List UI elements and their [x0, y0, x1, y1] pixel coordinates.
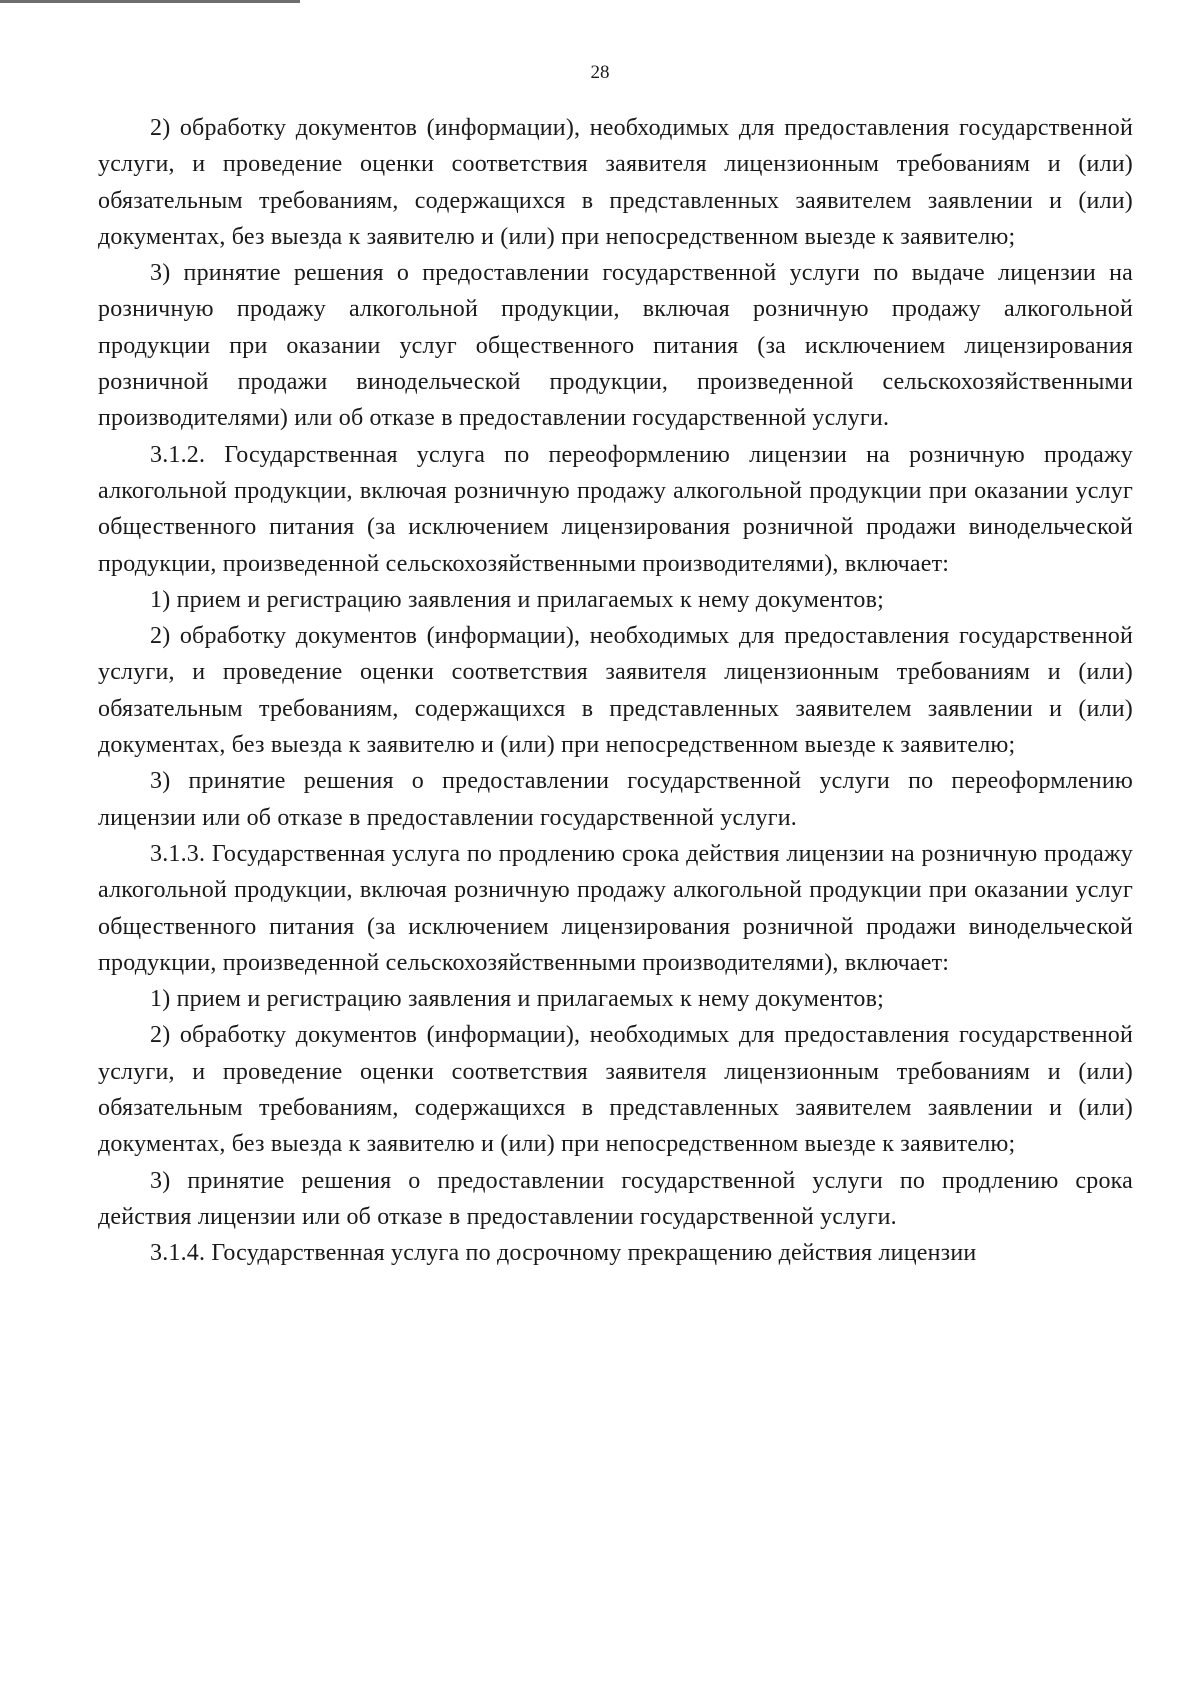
paragraph-item-2-processing: 2) обработку документов (информации), необходимых для предоставления государственной услуги, и проведение оценки соответствия заявителя лицензионным требованиям и (или) обязательным требованиям, содержащихся в представленных заявителем заявлении и (или) документах, без выезда к заявителю и (или) при непосредственном выезде к заявителю; [98, 1022, 1133, 1158]
scan-edge-line [0, 0, 300, 3]
paragraph-item-1-reception: 1) прием и регистрацию заявления и прилагаемых к нему документов; [150, 586, 884, 613]
paragraph-section-3-1-2: 3.1.2. Государственная услуга по переоформлению лицензии на розничную продажу алкогольной продукции, включая розничную продажу алкогольной продукции при оказании услуг общественного питания (за исключением лицензирования розничной продажи винодельческой продукции, произведенной сельскохозяйственными производителями), включает: [98, 441, 1133, 577]
paragraph-item-3-reissue-decision: 3) принятие решения о предоставлении государственной услуги по переоформлению лицензии или об отказе в предоставлении государственной услуги. [98, 768, 1133, 831]
paragraph-item-3-extension-decision: 3) принятие решения о предоставлении государственной услуги по продлению срока действия лицензии или об отказе в предоставлении государственной услуги. [98, 1167, 1133, 1230]
page-number: 28 [590, 62, 610, 83]
paragraph-section-3-1-3: 3.1.3. Государственная услуга по продлению срока действия лицензии на розничную продажу алкогольной продукции, включая розничную продажу алкогольной продукции при оказании услуг общественного питания (за исключением лицензирования розничной продажи винодельческой продукции, произведенной сельскохозяйственными производителями), включает: [98, 840, 1133, 976]
paragraph-item-2-processing: 2) обработку документов (информации), необходимых для предоставления государственной услуги, и проведение оценки соответствия заявителя лицензионным требованиям и (или) обязательным требованиям, содержащихся в представленных заявителем заявлении и (или) документах, без выезда к заявителю и (или) при непосредственном выезде к заявителю; [98, 623, 1133, 759]
document-body [98, 110, 1133, 1272]
paragraph-item-3-issue-decision: 3) принятие решения о предоставлении государственной услуги по выдаче лицензии на розничную продажу алкогольной продукции, включая розничную продажу алкогольной продукции при оказании услуг общественного питания (за исключением лицензирования розничной продажи винодельческой продукции, произведенной сельскохозяйственными производителями) или об отказе в предоставлении государственной услуги. [98, 260, 1133, 432]
paragraph-section-3-1-4: 3.1.4. Государственная услуга по досрочному прекращению действия лицензии [150, 1240, 977, 1267]
paragraph-item-1-reception: 1) прием и регистрацию заявления и прилагаемых к нему документов; [150, 986, 884, 1013]
paragraph-item-2-processing: 2) обработку документов (информации), необходимых для предоставления государственной услуги, и проведение оценки соответствия заявителя лицензионным требованиям и (или) обязательным требованиям, содержащихся в представленных заявителем заявлении и (или) документах, без выезда к заявителю и (или) при непосредственном выезде к заявителю; [98, 115, 1133, 250]
